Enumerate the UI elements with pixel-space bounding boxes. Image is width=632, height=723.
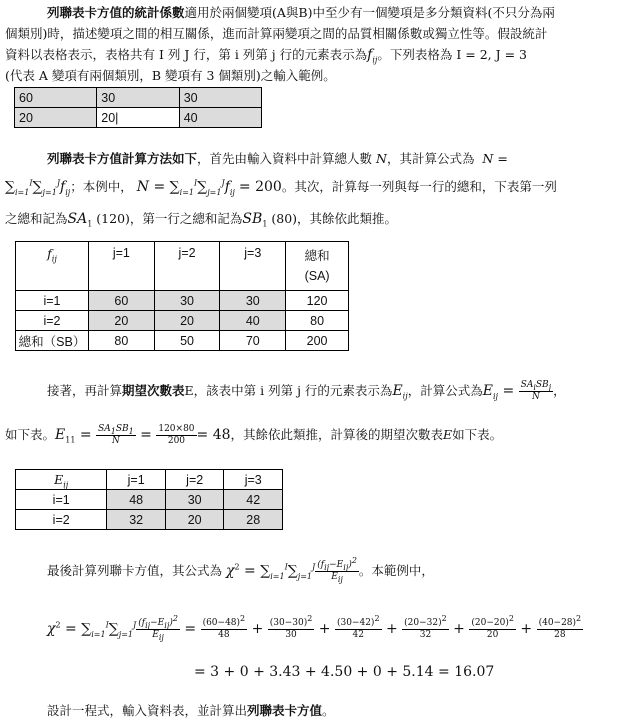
frac-num: SA xyxy=(520,380,534,390)
frac-num: $(60-48)^2$ xyxy=(202,614,246,628)
frac-num: SB xyxy=(535,380,549,390)
chisq-term-fraction xyxy=(537,614,584,641)
header-text: E xyxy=(54,472,64,487)
fraction-120x80 xyxy=(156,424,196,447)
table-row xyxy=(16,291,349,311)
fraction-sa-sb-n: $\frac{SA_iSB_j}{N}$ xyxy=(520,380,552,402)
row-label: 總和（SB） xyxy=(16,331,89,351)
e11-result: = 48 xyxy=(196,427,231,443)
task-text: 設計一程式，輸入資料表，並計算出 xyxy=(47,703,248,718)
frac-den: N xyxy=(111,436,120,446)
n-result: = 200 xyxy=(238,179,282,195)
expected-text: 接著，再計算 xyxy=(47,383,123,398)
e11-symbol: E xyxy=(55,427,66,443)
e-symbol: E xyxy=(392,383,403,399)
table-cell: 20 xyxy=(165,510,224,530)
frac-num: $(30-42)^2$ xyxy=(336,614,380,628)
table-cell: 30 xyxy=(154,291,220,311)
table-cell: 28 xyxy=(224,510,283,530)
f-subscript: ij xyxy=(372,55,378,65)
row-label: i=2 xyxy=(16,510,107,530)
sum-formula: $\sum_{i=1}^I\sum_{j=1}^Jf_{ij}$ xyxy=(5,178,71,197)
frac-num: $(20-20)^2$ xyxy=(471,614,514,628)
table-row xyxy=(15,108,262,128)
chisq-line-1 xyxy=(47,556,434,584)
header-text: (SA) xyxy=(304,269,330,283)
expected-line-1: 接著，再計算期望次數表E，該表中第 i 列第 j 行的元素表示為$E_{ij}$，計算公式為$E_{ij}$ = $\frac{SA_iSB_j}{N}$ ， xyxy=(47,380,566,402)
expected-table xyxy=(15,469,283,530)
n-symbol: N xyxy=(376,151,387,166)
method-text: 之總和記為 xyxy=(5,211,68,226)
intro-text: 資料以表格表示，表格共有 I 列 J 行，第 i 列第 j 行的元素表示為 xyxy=(5,47,368,62)
intro-term: 列聯表卡方值的統計係數 xyxy=(47,5,185,20)
table-cell: 60 xyxy=(88,291,154,311)
header-cell: j=1 xyxy=(88,242,154,291)
fraction-chisq-general: $\frac{(f_{ij}-E_{ij})^2}{E_{ij}}$ xyxy=(138,614,178,642)
method-text: ，首先由輸入資料中計算總人數 xyxy=(197,151,373,166)
expected-text: 如下表。 xyxy=(452,427,503,442)
frac-den: 200 xyxy=(167,436,186,446)
sb-subscript: 1 xyxy=(262,219,268,229)
frac-num: $(20-32)^2$ xyxy=(404,614,447,628)
header-text: 總和 xyxy=(304,249,330,263)
chisq-result: = 3 + 0 + 3.43 + 4.50 + 0 + 5.14 = 16.07 xyxy=(194,664,495,680)
chisq-term-fraction xyxy=(402,614,449,641)
chisq-text: 。本範例中， xyxy=(358,563,434,578)
frac-num: SB xyxy=(115,424,129,434)
frac-den: 42 xyxy=(352,630,364,640)
table-cell: 20 xyxy=(15,108,97,128)
header-cell: j=3 xyxy=(220,242,286,291)
table-row xyxy=(16,331,349,351)
sb-symbol: SB xyxy=(242,211,263,227)
method-line-3 xyxy=(5,208,397,230)
frac-num: $(30-30)^2$ xyxy=(269,614,313,628)
chisq-text: 最後計算列聯卡方值，其公式為 xyxy=(47,563,223,578)
table-header-row xyxy=(16,242,349,291)
frac-num: SA xyxy=(98,424,111,434)
table-cell: 70 xyxy=(220,331,286,351)
intro-line-4: (代表 A 變項有兩個類別，B 變項有 3 個類別)之輸入範例。 xyxy=(5,68,336,83)
table-cell: 30 xyxy=(97,88,179,108)
header-cell: j=2 xyxy=(154,242,220,291)
method-line-1 xyxy=(47,148,508,169)
fraction-sa1-sb1: $\frac{SA_1SB_1}{N}$ xyxy=(98,424,134,446)
table-cell: 32 xyxy=(107,510,166,530)
header-sub: ij xyxy=(63,480,69,490)
e-subscript: ij xyxy=(402,391,408,401)
intro-line-1 xyxy=(47,2,555,23)
header-sub: ij xyxy=(51,254,57,264)
header-text: f xyxy=(47,246,52,261)
chisq-formula: $\chi^2 = \sum_{i=1}^I\sum_{j=1}^J$ xyxy=(226,562,316,581)
frac-num: $(40-28)^2$ xyxy=(538,614,582,628)
intro-text: 。下列表格為 I = 2, J = 3 xyxy=(377,47,527,62)
row-label: i=1 xyxy=(16,291,89,311)
f-symbol: f xyxy=(367,47,373,63)
table-row xyxy=(16,510,283,530)
table-cell: 48 xyxy=(107,490,166,510)
header-cell: j=2 xyxy=(165,470,224,490)
header-cell-f xyxy=(16,242,89,291)
table-cell: 60 xyxy=(15,88,97,108)
table-row xyxy=(16,490,283,510)
table-cell: 50 xyxy=(154,331,220,351)
header-cell: j=3 xyxy=(224,470,283,490)
method-text: 。其次，計算每一列與每一行的總和，下表第一列 xyxy=(281,179,557,194)
expected-line-2: 如下表。$E_{11}$ = $\frac{SA_1SB_1}{N}$ = $\frac{120\times 80}{200}$ = 48，其餘依此類推，計算後的期望次數表E如下表。 xyxy=(5,424,503,446)
expected-text: 如下表。 xyxy=(5,427,56,442)
table-cell: 80 xyxy=(286,311,349,331)
table-row xyxy=(16,311,349,331)
frac-den: 48 xyxy=(218,630,230,640)
task-text: 。 xyxy=(322,703,335,718)
intro-line-2: 個類別)時，描述變項之間的相互關係，進而計算兩變項之間的品質相關係數或獨立性等。假設統計 xyxy=(5,26,548,41)
method-text: (120)，第一行之總和記為 xyxy=(96,211,243,226)
header-cell-total xyxy=(286,242,349,291)
e-symbol: E xyxy=(443,427,453,442)
expected-text: E，該表中第 i 列第 j 行的元素表示為 xyxy=(184,383,393,398)
table-cell: 20 xyxy=(154,311,220,331)
chisq-term-fraction xyxy=(201,614,248,641)
plus-sign: + xyxy=(515,621,537,637)
method-text: ，其計算公式為 xyxy=(386,151,475,166)
table-cell: 20| xyxy=(97,108,179,128)
task-term: 列聯表卡方值 xyxy=(247,703,323,718)
row-label: i=1 xyxy=(16,490,107,510)
method-text: (80)，其餘依此類推。 xyxy=(271,211,398,226)
chisq-term-fraction xyxy=(335,614,382,641)
table-cell: 30 xyxy=(220,291,286,311)
table-cell: 200 xyxy=(286,331,349,351)
task-line xyxy=(47,700,335,721)
table-cell: 80 xyxy=(88,331,154,351)
chisq-term-fraction xyxy=(469,614,516,641)
sa-symbol: SA xyxy=(67,211,88,227)
frac-den: 28 xyxy=(554,630,566,640)
sum-table xyxy=(15,241,349,351)
frac-num: 120×80 xyxy=(158,424,195,434)
input-table xyxy=(14,87,262,128)
frac-den: 30 xyxy=(285,630,297,640)
frac-den: N xyxy=(531,392,540,402)
plus-sign: + xyxy=(247,621,268,637)
method-text: ；本例中， xyxy=(70,179,133,194)
frac-den: 20 xyxy=(486,630,499,640)
n-equation-example: $N = \sum_{i=1}^I\sum_{j=1}^Jf_{ij}$ xyxy=(136,178,235,197)
table-cell: 40 xyxy=(220,311,286,331)
plus-sign: + xyxy=(381,621,403,637)
table-cell: 40 xyxy=(179,108,261,128)
plus-sign: + xyxy=(448,621,470,637)
n-equation: N = xyxy=(482,151,508,166)
table-cell: 42 xyxy=(224,490,283,510)
intro-text: 適用於兩個變項(A與B)中至少有一個變項是多分類資料(不只分為兩 xyxy=(184,5,555,20)
table-cell: 20 xyxy=(88,311,154,331)
chisq-term-fraction xyxy=(268,614,315,641)
table-row xyxy=(15,88,262,108)
expected-text: ，其餘依此類推，計算後的期望次數表 xyxy=(230,427,444,442)
fraction-chisq-general: $\frac{(f_{ij}-E_{ij})^2}{E_{ij}}$ xyxy=(317,556,357,584)
intro-line-3 xyxy=(5,44,527,66)
frac-den: 32 xyxy=(419,630,432,640)
table-cell: 30 xyxy=(165,490,224,510)
method-line-2 xyxy=(5,176,557,198)
table-cell: 120 xyxy=(286,291,349,311)
chisq-expansion: $\chi^2 = \sum_{i=1}^I\sum_{j=1}^J$ $\frac{(f_{ij}-E_{ij})^2}{E_{ij}}$ = $\frac{(60-48)^2}{48}$ + $\frac{(30-30)^2}{30}$ + $\frac{(30-42)^2}{42}$ + $\frac{(20-32)^2}{32}$ + $\frac{(20-20)^2}{20}$ + $\frac{(40-28)^2}{28}$ xyxy=(47,614,582,642)
sa-subscript: 1 xyxy=(87,219,93,229)
header-cell: j=1 xyxy=(107,470,166,490)
header-cell-e xyxy=(16,470,107,490)
plus-sign: + xyxy=(314,621,335,637)
table-header-row xyxy=(16,470,283,490)
row-label: i=2 xyxy=(16,311,89,331)
expected-text: ，計算公式為 xyxy=(407,383,483,398)
e11-subscript: 11 xyxy=(65,435,76,445)
expected-term: 期望次數表 xyxy=(122,383,185,398)
eij-formula: $E_{ij}$ = xyxy=(482,383,519,401)
method-term: 列聯表卡方值計算方法如下 xyxy=(47,151,198,166)
table-cell: 30 xyxy=(179,88,261,108)
